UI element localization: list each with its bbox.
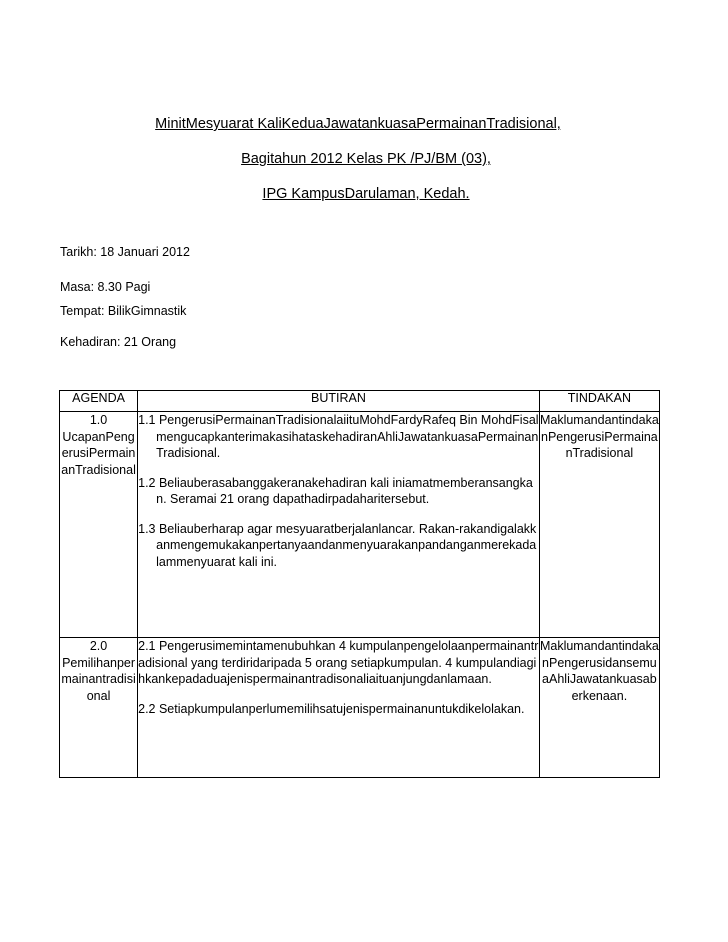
- minutes-table: [59, 390, 660, 778]
- agenda-cell: [60, 638, 138, 778]
- meeting-venue: Tempat: BilikGimnastik: [60, 304, 187, 318]
- point-1-1: 1.1 PengerusiPermainanTradisionalaiituMohdFardyRafeq Bin MohdFisalmengucapkanterimakasihataskehadiranAhliJawatankuasaPermainanTradisional.: [138, 413, 539, 460]
- agenda-title: Pemilihanpermainantradisional: [61, 655, 136, 703]
- butiran-cell: [138, 412, 540, 638]
- header-butiran: BUTIRAN: [138, 391, 540, 412]
- table-row: [60, 412, 660, 638]
- table-header-row: [60, 391, 660, 412]
- header-tindakan: TINDAKAN: [539, 391, 659, 412]
- point-2-1: 2.1 Pengerusimemintamenubuhkan 4 kumpulanpengelolaanpermainantradisional yang terdiridaripada 5 orang setiapkumpulan. 4 kumpulandiagihkankepadaduajenispermainantradisonaliaituanjungdanlamaan.: [138, 639, 539, 686]
- minutes-title-line-1: MinitMesyuarat KaliKeduaJawatankuasaPermainanTradisional,: [155, 116, 561, 132]
- agenda-title: UcapanPengerusiPermainanTradisional: [61, 429, 136, 477]
- butiran-cell: [138, 638, 540, 778]
- agenda-number: 1.0: [89, 413, 108, 427]
- minutes-title-line-2: Bagitahun 2012 Kelas PK /PJ/BM (03),: [241, 151, 491, 167]
- point-1-2: 1.2 Beliauberasabanggakeranakehadiran kali iniamatmemberansangkan. Seramai 21 orang dapathadirpadaharitersebut.: [138, 475, 533, 506]
- agenda-number: 2.0: [89, 639, 108, 653]
- meeting-date: Tarikh: 18 Januari 2012: [60, 245, 190, 259]
- minutes-title-line-3: IPG KampusDarulaman, Kedah.: [262, 186, 470, 202]
- meeting-attendance: Kehadiran: 21 Orang: [60, 335, 177, 349]
- agenda-cell: [60, 412, 138, 638]
- tindakan-cell: MaklumandantindakanPengerusidansemuaAhliJawatankuasaberkenaan.: [539, 638, 659, 778]
- table-row: [60, 638, 660, 778]
- point-2-2: 2.2 Setiapkumpulanperlumemilihsatujenispermainanuntukdikelolakan.: [138, 701, 525, 716]
- tindakan-cell: MaklumandantindakanPengerusiPermainanTradisional: [539, 412, 659, 638]
- header-agenda: AGENDA: [60, 391, 138, 412]
- point-1-3: 1.3 Beliauberharap agar mesyuaratberjalanlancar. Rakan-rakandigalakkanmengemukakanpertanyaandanmenyuarakanpandanganmerekadalammenyuarat kali ini.: [138, 521, 537, 569]
- meeting-time: Masa: 8.30 Pagi: [60, 280, 151, 294]
